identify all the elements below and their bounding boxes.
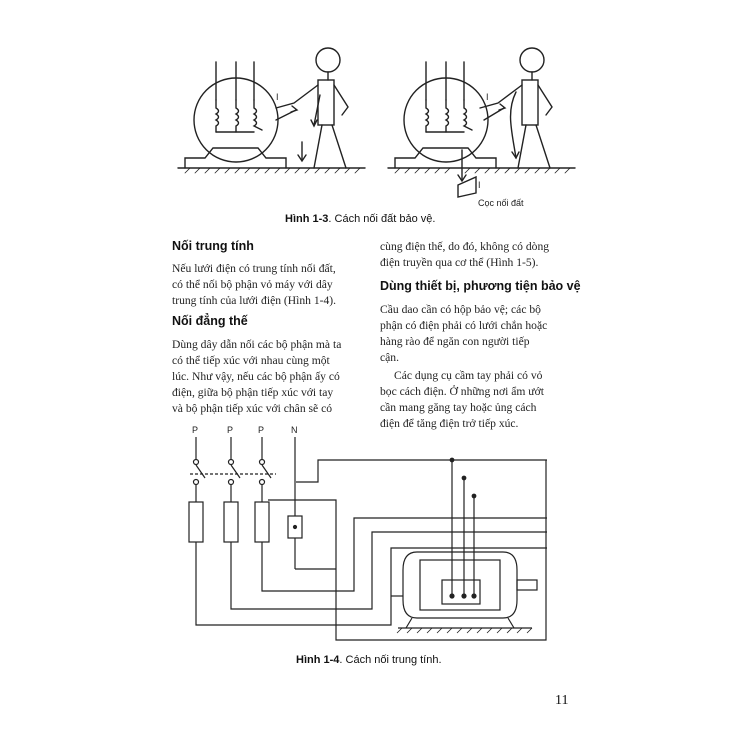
text-line: cùng điện thế, do đó, không có dòng bbox=[380, 240, 550, 253]
heading-thiet-bi-bao-ve: Dùng thiết bị, phương tiện bảo vệ bbox=[380, 279, 581, 293]
text-line: lúc. Như vậy, nếu các bộ phận ấy có bbox=[172, 370, 340, 383]
text-line: phận có điện phải có lưới chắn hoặc bbox=[380, 319, 548, 332]
label-phase-3: P bbox=[258, 425, 265, 435]
text-line: Cầu dao cần có hộp bảo vệ; các bộ bbox=[380, 303, 541, 316]
figure-1-4-text: . Cách nối trung tính. bbox=[339, 654, 442, 666]
text-line: Dùng dây dẫn nối các bộ phận mà ta bbox=[172, 338, 342, 351]
text-line: cần mang găng tay hoặc ủng cách bbox=[380, 401, 537, 414]
heading-noi-dang-the: Nối đẳng thế bbox=[172, 314, 248, 328]
text-line: và bộ phận tiếp xúc với chân sẽ có bbox=[172, 402, 333, 415]
label-ground-rod: Cọc nối đất bbox=[478, 198, 524, 208]
text-line: bọc cách điện. Ở những nơi ẩm ướt bbox=[380, 385, 544, 398]
text-line: Nếu lưới điện có trung tính nối đất, bbox=[172, 262, 336, 275]
figure-1-4-number: Hình 1-4 bbox=[296, 654, 340, 666]
text-line: Các dụng cụ cầm tay phải có vỏ bbox=[394, 369, 543, 382]
para-noi-dang-the bbox=[172, 337, 364, 417]
text-line: trung tính của lưới điện (Hình 1-4). bbox=[172, 294, 337, 307]
text-line: có thể nối bộ phận vỏ máy với dây bbox=[172, 278, 333, 291]
page-number: 11 bbox=[555, 693, 569, 708]
figure-1-3-caption bbox=[285, 213, 435, 225]
label-neutral: N bbox=[291, 425, 298, 435]
label-phase-2: P bbox=[227, 425, 234, 435]
label-current-ground: I bbox=[478, 180, 481, 190]
figure-1-4-caption bbox=[296, 654, 442, 666]
label-phase-1: P bbox=[192, 425, 199, 435]
para-thiet-bi-1 bbox=[380, 302, 572, 366]
label-current-left: I bbox=[276, 92, 279, 102]
text-line: điện truyền qua cơ thể (Hình 1-5). bbox=[380, 256, 539, 269]
label-current-right: I bbox=[486, 92, 489, 102]
figure-1-3-text: . Cách nối đất bảo vệ. bbox=[328, 213, 436, 225]
text-line: hàng rào để ngăn con người tiếp bbox=[380, 335, 530, 348]
heading-noi-trung-tinh: Nối trung tính bbox=[172, 239, 254, 253]
text-line: điện để tăng điện trở tiếp xúc. bbox=[380, 417, 519, 430]
text-line: có thể tiếp xúc với nhau cùng một bbox=[172, 354, 330, 367]
text-line: điện, giữa bộ phận tiếp xúc với tay bbox=[172, 386, 334, 399]
para-thiet-bi-2 bbox=[380, 368, 572, 432]
para-noi-trung-tinh bbox=[172, 261, 364, 309]
figure-1-3-number: Hình 1-3 bbox=[285, 213, 329, 225]
text-line: cận. bbox=[380, 351, 399, 364]
figure-1-3 bbox=[0, 0, 750, 230]
para-continued bbox=[380, 239, 572, 271]
